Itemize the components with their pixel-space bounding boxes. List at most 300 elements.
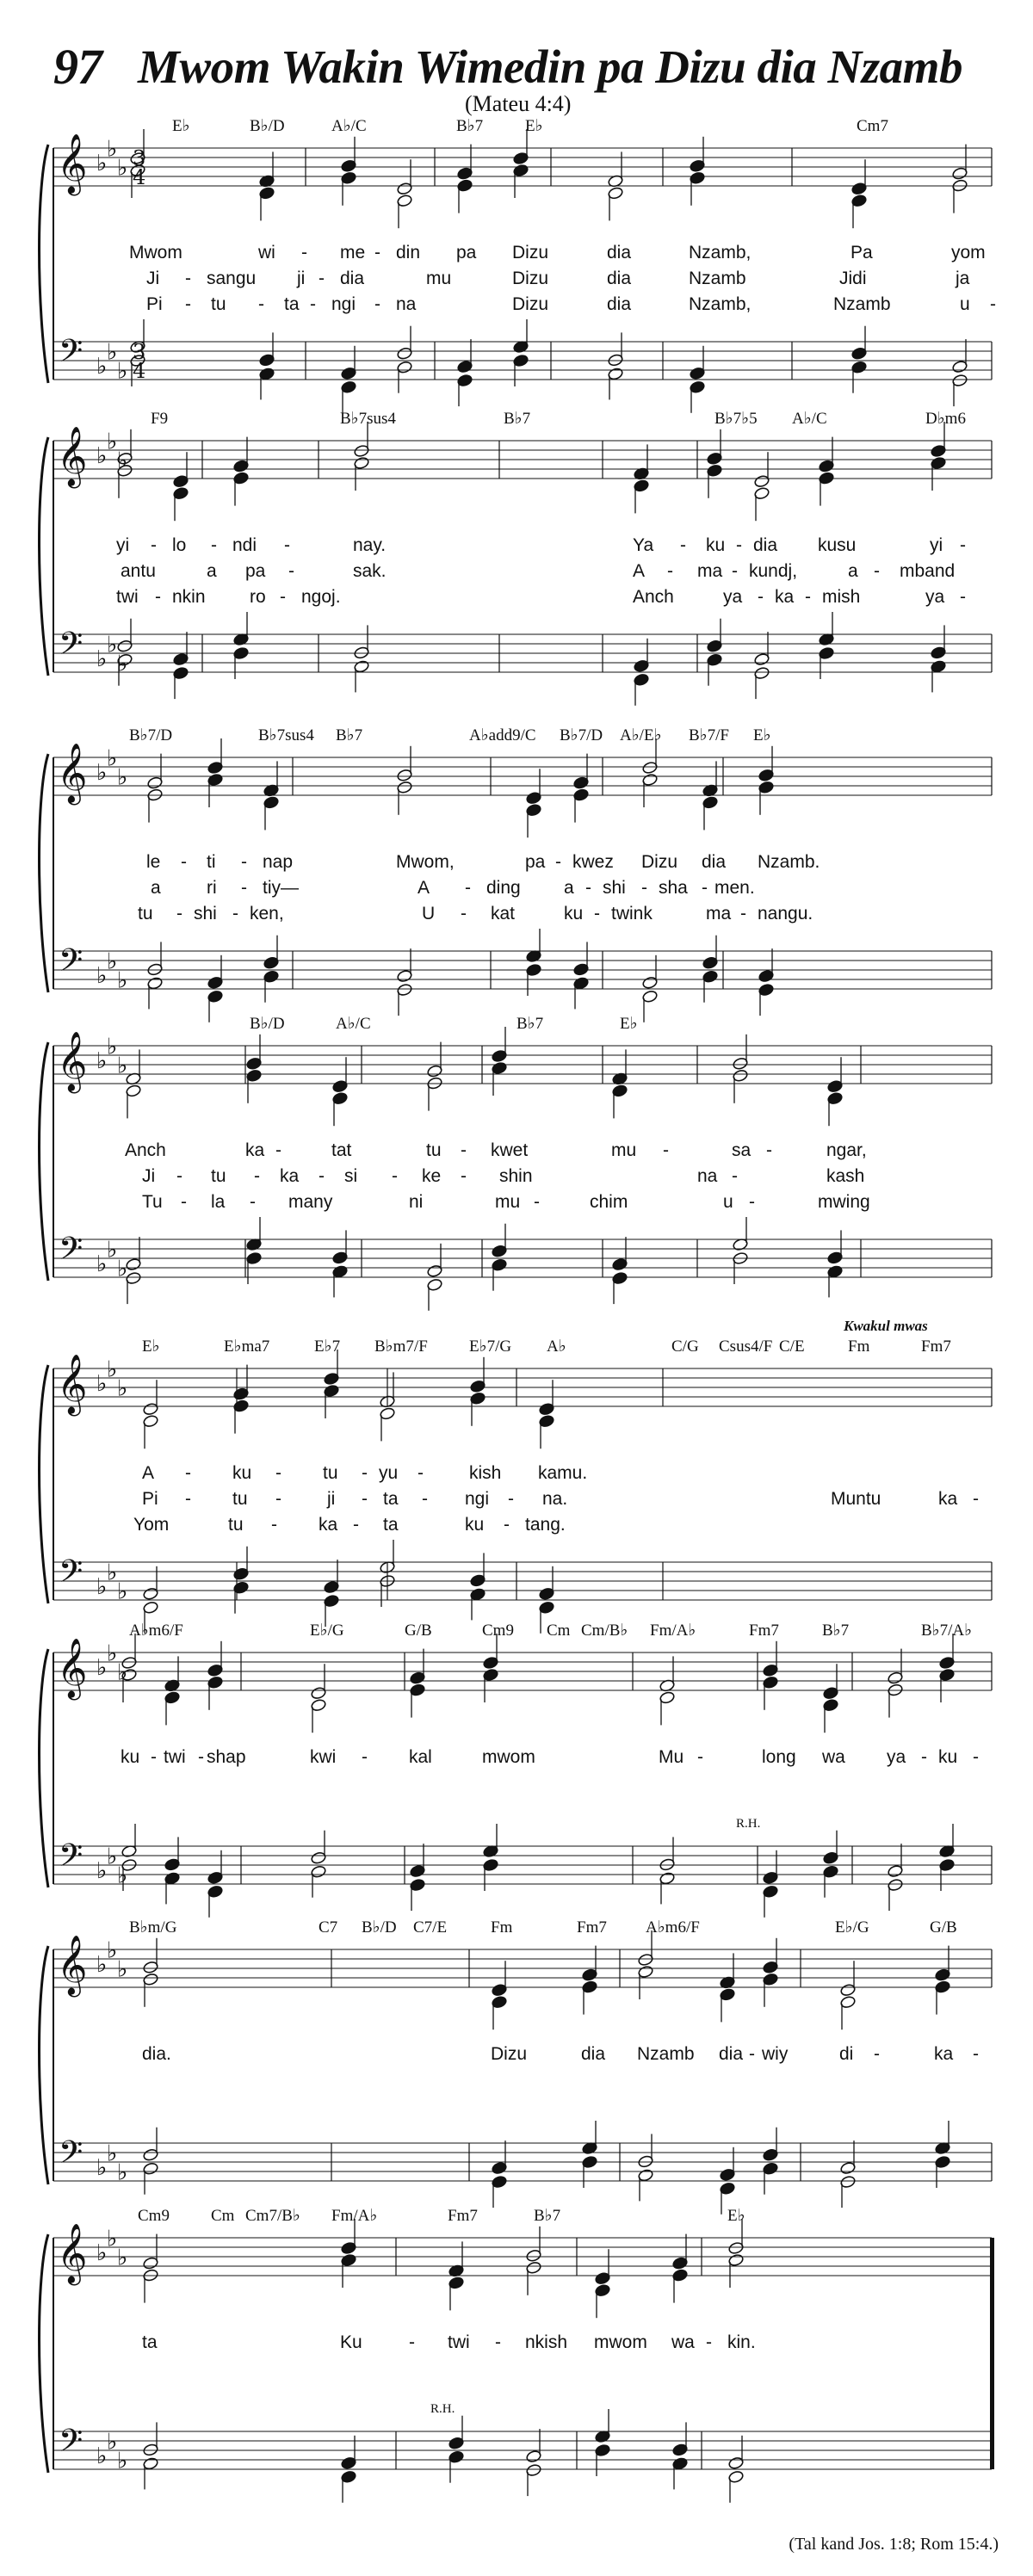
chord-symbol: E♭ xyxy=(620,1015,638,1033)
chord-symbol: E♭7/G xyxy=(469,1337,512,1356)
lyric-syllable: - xyxy=(185,294,191,314)
bass-clef: 𝄢 xyxy=(59,333,84,377)
treble-clef: 𝄞 xyxy=(57,426,88,486)
lyric-syllable: - xyxy=(275,1140,281,1160)
chord-symbol: E♭7 xyxy=(314,1337,341,1356)
chord-symbol: B♭m/G xyxy=(129,1918,177,1937)
lyric-syllable: - xyxy=(641,878,647,898)
lyric-syllable: - xyxy=(749,2044,755,2064)
right-hand-marking: R.H. xyxy=(736,1817,761,1831)
flat-key-signature: ♭ xyxy=(117,2159,128,2186)
lyric-syllable: ka xyxy=(938,1489,958,1509)
lyric-syllable: - xyxy=(749,1192,755,1212)
flat-key-signature: ♭ xyxy=(96,1858,108,1884)
lyric-syllable: ta xyxy=(284,294,300,314)
lyric-syllable: pa xyxy=(525,852,546,872)
lyric-syllable: dia xyxy=(719,2044,744,2064)
chord-symbol: B♭7 xyxy=(516,1015,544,1033)
lyric-syllable: Dizu xyxy=(641,852,678,872)
lyric-syllable: men. xyxy=(714,878,755,898)
lyric-syllable: yom xyxy=(951,243,986,263)
lyric-syllable: - xyxy=(960,535,966,555)
chord-symbol: C7 xyxy=(319,1918,338,1937)
chord-symbol: B♭7 xyxy=(504,410,531,428)
system-5 xyxy=(40,1318,993,1634)
lyric-syllable: - xyxy=(181,852,187,872)
lyric-syllable: - xyxy=(534,1192,540,1212)
lyric-syllable: - xyxy=(280,587,286,607)
lyric-syllable: dia xyxy=(607,243,632,263)
lyric-syllable: Mwom, xyxy=(396,852,455,872)
lyric-syllable: na. xyxy=(542,1489,568,1509)
lyric-syllable: - xyxy=(555,852,561,872)
lyric-syllable: U xyxy=(422,904,436,924)
chord-symbol: G/B xyxy=(405,1622,432,1640)
lyric-syllable: nay. xyxy=(353,535,387,555)
lyric-syllable: - xyxy=(151,1747,157,1767)
lyric-syllable: - xyxy=(181,1192,187,1212)
lyric-syllable: ja xyxy=(956,269,970,288)
lyric-syllable: A xyxy=(633,561,646,581)
chord-symbol: Cm7/B♭ xyxy=(245,2207,300,2225)
lyric-syllable: Nzamb xyxy=(833,294,891,314)
lyric-syllable: wi xyxy=(258,243,275,263)
flat-key-signature: ♭ xyxy=(107,1844,118,1870)
hymn-title: Mwom Wakin Wimedin pa Dizu dia Nzamb xyxy=(138,40,962,93)
lyric-syllable: a xyxy=(564,878,574,898)
system-7 xyxy=(40,1918,993,2215)
lyric-syllable: - xyxy=(301,243,307,263)
lyric-syllable: - xyxy=(736,535,742,555)
lyric-syllable: lo xyxy=(172,535,187,555)
right-hand-marking: R.H. xyxy=(430,2402,455,2416)
flat-key-signature: ♭ xyxy=(107,632,118,658)
chord-symbol: Fm xyxy=(491,1918,513,1937)
lyric-syllable: Pa xyxy=(851,243,873,263)
lyric-syllable: - xyxy=(697,1747,703,1767)
time-signature-top: 3 xyxy=(133,340,146,364)
flat-key-signature: ♭ xyxy=(107,1640,118,1667)
flat-key-signature: ♭ xyxy=(117,155,128,182)
lyric-syllable: kwet xyxy=(491,1140,529,1160)
lyric-syllable: ya xyxy=(723,587,743,607)
chord-symbol: Fm7 xyxy=(577,1918,607,1937)
chord-symbol: B♭7/F xyxy=(689,726,729,744)
lyric-syllable: tu xyxy=(211,294,226,314)
lyric-syllable: Ji xyxy=(142,1166,156,1186)
chord-symbol: B♭/D xyxy=(250,1015,285,1033)
chord-symbol: B♭7/D xyxy=(129,726,173,744)
lyric-syllable: a xyxy=(207,561,217,581)
lyric-syllable: - xyxy=(254,1166,260,1186)
lyric-syllable: me xyxy=(340,243,366,263)
flat-key-signature: ♭ xyxy=(107,2429,118,2456)
lyric-syllable: a xyxy=(848,561,858,581)
lyric-syllable: Ku xyxy=(340,2332,362,2352)
lyric-syllable: Dizu xyxy=(491,2044,528,2064)
chord-symbol: B♭7/D xyxy=(560,726,603,744)
flat-key-signature: ♭ xyxy=(117,2245,128,2271)
lyric-syllable: sa xyxy=(732,1140,752,1160)
flat-key-signature: ♭ xyxy=(117,1863,128,1889)
bass-clef: 𝄢 xyxy=(59,626,84,670)
lyric-syllable: dia xyxy=(581,2044,606,2064)
lyric-syllable: kish xyxy=(469,1463,502,1483)
lyric-syllable: - xyxy=(973,1489,979,1509)
lyric-syllable: Mu xyxy=(659,1747,684,1767)
flat-key-signature: ♭ xyxy=(96,963,108,989)
lyric-syllable: kwi xyxy=(310,1747,337,1767)
lyric-syllable: kash xyxy=(826,1166,865,1186)
lyric-syllable: - xyxy=(465,878,471,898)
bass-clef: 𝄢 xyxy=(59,1231,84,1275)
lyric-syllable: yu xyxy=(379,1463,399,1483)
lyric-syllable: - xyxy=(362,1463,368,1483)
lyric-syllable: twi xyxy=(448,2332,470,2352)
lyric-syllable: - xyxy=(275,1463,281,1483)
lyric-syllable: dia xyxy=(702,852,727,872)
footnote: (Tal kand Jos. 1:8; Rom 15:4.) xyxy=(789,2535,999,2554)
lyric-syllable: kwez xyxy=(572,852,614,872)
lyric-syllable: - xyxy=(805,587,811,607)
lyric-syllable: tu xyxy=(426,1140,442,1160)
lyric-syllable: - xyxy=(310,294,316,314)
lyric-syllable: - xyxy=(495,2332,501,2352)
flat-key-signature: ♭ xyxy=(96,2443,108,2469)
lyric-syllable: mwom xyxy=(482,1747,535,1767)
flat-key-signature: ♭ xyxy=(96,1574,108,1600)
chord-symbol: B♭7 xyxy=(336,726,363,744)
chord-symbol: E♭ xyxy=(753,726,771,744)
lyric-syllable: ka xyxy=(775,587,795,607)
chord-symbol: B♭7sus4 xyxy=(258,726,314,744)
lyric-syllable: - xyxy=(362,1747,368,1767)
chord-symbol: E♭/G xyxy=(835,1918,869,1937)
system-bracket xyxy=(40,754,49,992)
performance-direction: Kwakul mwas xyxy=(844,1318,928,1334)
lyric-syllable: - xyxy=(702,878,708,898)
lyric-syllable: le xyxy=(146,852,161,872)
lyric-syllable: - xyxy=(374,294,380,314)
lyric-syllable: ku xyxy=(121,1747,140,1767)
chord-symbol: B♭/D xyxy=(250,117,285,135)
system-6 xyxy=(40,1622,993,1918)
lyric-syllable: ro xyxy=(250,587,266,607)
lyric-syllable: Jidi xyxy=(839,269,867,288)
treble-clef: 𝄞 xyxy=(57,1031,88,1091)
lyric-syllable: sangu xyxy=(207,269,257,288)
time-signature-bottom: 4 xyxy=(133,165,146,189)
lyric-syllable: mu xyxy=(426,269,452,288)
lyric-syllable: - xyxy=(185,269,191,288)
flat-key-signature: ♭ xyxy=(117,1256,128,1282)
chord-symbol: Csus4/F xyxy=(719,1337,773,1356)
chord-symbol: Cm9 xyxy=(138,2207,170,2225)
lyric-syllable: mband xyxy=(900,561,956,581)
chord-symbol: D♭m6 xyxy=(925,410,966,428)
lyric-syllable: din xyxy=(396,243,421,263)
lyric-syllable: - xyxy=(353,1515,359,1535)
flat-key-signature: ♭ xyxy=(96,354,108,380)
chord-symbol: B♭/D xyxy=(362,1918,397,1937)
lyric-syllable: kamu. xyxy=(538,1463,588,1483)
chord-symbol: E♭/G xyxy=(310,1622,344,1640)
treble-clef: 𝄞 xyxy=(57,2223,88,2283)
lyric-syllable: pa xyxy=(456,243,477,263)
lyric-syllable: sak. xyxy=(353,561,387,581)
lyric-syllable: ni xyxy=(409,1192,424,1212)
lyric-syllable: tu xyxy=(138,904,153,924)
lyric-syllable: ken, xyxy=(250,904,284,924)
lyric-syllable: - xyxy=(422,1489,428,1509)
lyric-syllable: long xyxy=(762,1747,796,1767)
lyric-syllable: ta xyxy=(142,2332,158,2352)
bass-clef: 𝄢 xyxy=(59,942,84,986)
system-bracket xyxy=(40,437,49,676)
lyric-syllable: nkin xyxy=(172,587,206,607)
lyric-syllable: dia xyxy=(340,269,365,288)
lyric-syllable: Ji xyxy=(146,269,160,288)
lyric-syllable: pa xyxy=(245,561,266,581)
lyric-syllable: ku xyxy=(706,535,726,555)
lyric-syllable: - xyxy=(232,904,238,924)
lyric-syllable: - xyxy=(732,561,738,581)
flat-key-signature: ♭ xyxy=(107,1356,118,1383)
lyric-syllable: Dizu xyxy=(512,294,549,314)
flat-key-signature: ♭ xyxy=(96,1952,108,1978)
lyric-syllable: ngi xyxy=(331,294,356,314)
chord-symbol: A♭/C xyxy=(331,117,367,135)
lyric-syllable: - xyxy=(319,1166,325,1186)
chord-symbol: C/E xyxy=(779,1337,805,1356)
lyric-syllable: Dizu xyxy=(512,269,549,288)
lyric-syllable: wiy xyxy=(762,2044,789,2064)
lyric-syllable: chim xyxy=(590,1192,628,1212)
lyric-syllable: Nzamb, xyxy=(689,243,752,263)
lyric-syllable: Pi xyxy=(146,294,163,314)
flat-key-signature: ♭ xyxy=(96,1251,108,1277)
chord-symbol: Cm7 xyxy=(857,117,888,135)
lyric-syllable: Yom xyxy=(133,1515,170,1535)
lyric-syllable: ta xyxy=(383,1515,399,1535)
chord-symbol: Fm7 xyxy=(921,1337,951,1356)
lyric-syllable: - xyxy=(874,561,880,581)
system-1 xyxy=(40,117,997,413)
system-8 xyxy=(40,2207,995,2503)
lyric-syllable: Tu xyxy=(142,1192,163,1212)
flat-key-signature: ♭ xyxy=(117,358,128,385)
chord-symbol: Fm7 xyxy=(448,2207,478,2225)
chord-symbol: E♭ xyxy=(727,2207,745,2225)
flat-key-signature: ♭ xyxy=(117,764,128,791)
lyric-syllable: dia. xyxy=(142,2044,171,2064)
lyric-syllable: - xyxy=(392,1166,398,1186)
lyric-syllable: ka xyxy=(319,1515,338,1535)
flat-key-signature: ♭ xyxy=(96,1048,108,1074)
system-bracket xyxy=(40,145,49,383)
lyric-syllable: - xyxy=(461,1140,467,1160)
system-2 xyxy=(40,410,993,706)
lyric-syllable: Muntu xyxy=(831,1489,881,1509)
lyric-syllable: shin xyxy=(499,1166,533,1186)
lyric-syllable: Nzamb xyxy=(637,2044,695,2064)
lyric-syllable: shap xyxy=(207,1747,246,1767)
flat-key-signature: ♭ xyxy=(117,448,128,474)
lyric-syllable: mwom xyxy=(594,2332,647,2352)
treble-clef: 𝄞 xyxy=(57,743,88,803)
flat-key-signature: ♭ xyxy=(107,429,118,455)
lyric-syllable: A xyxy=(418,878,430,898)
lyric-syllable: - xyxy=(504,1515,510,1535)
chord-symbol: Fm/A♭ xyxy=(331,2207,378,2225)
lyric-syllable: - xyxy=(362,1489,368,1509)
lyric-syllable: - xyxy=(185,1463,191,1483)
chord-symbol: E♭ma7 xyxy=(224,1337,270,1356)
lyric-syllable: Ya xyxy=(633,535,654,555)
lyric-syllable: Anch xyxy=(633,587,674,607)
lyric-syllable: shi xyxy=(194,904,217,924)
flat-key-signature: ♭ xyxy=(96,760,108,786)
lyric-syllable: ka xyxy=(280,1166,300,1186)
chord-symbol: A♭/E♭ xyxy=(620,726,662,744)
lyric-syllable: ngi xyxy=(465,1489,490,1509)
lyric-syllable: - xyxy=(766,1140,772,1160)
chord-symbol: Cm xyxy=(211,2207,235,2225)
flat-key-signature: ♭ xyxy=(107,948,118,975)
lyric-syllable: ku xyxy=(564,904,584,924)
system-4 xyxy=(40,1015,993,1311)
flat-key-signature: ♭ xyxy=(107,2140,118,2167)
bass-clef: 𝄢 xyxy=(59,1554,84,1597)
treble-clef: 𝄞 xyxy=(57,1638,88,1698)
lyric-syllable: kat xyxy=(491,904,516,924)
lyric-syllable: ya xyxy=(887,1747,906,1767)
lyric-syllable: - xyxy=(461,1166,467,1186)
lyric-syllable: - xyxy=(275,1489,281,1509)
lyric-syllable: sha xyxy=(659,878,688,898)
lyric-syllable: - xyxy=(990,294,996,314)
final-barline xyxy=(990,2238,994,2469)
lyric-syllable: twi xyxy=(164,1747,186,1767)
lyric-syllable: ngar, xyxy=(826,1140,867,1160)
flat-key-signature: ♭ xyxy=(117,1659,128,1686)
lyric-syllable: kal xyxy=(409,1747,432,1767)
flat-key-signature: ♭ xyxy=(117,2448,128,2474)
lyric-syllable: ku xyxy=(232,1463,252,1483)
bass-clef: 𝄢 xyxy=(59,2134,84,2178)
lyric-syllable: - xyxy=(271,1515,277,1535)
lyric-syllable: A xyxy=(142,1463,155,1483)
flat-key-signature: ♭ xyxy=(117,1375,128,1402)
lyric-syllable: - xyxy=(973,2044,979,2064)
lyric-syllable: ndi xyxy=(232,535,257,555)
chord-symbol: F9 xyxy=(151,410,169,428)
lyric-syllable: tu xyxy=(323,1463,338,1483)
system-bracket xyxy=(40,1649,49,1887)
lyric-syllable: - xyxy=(319,269,325,288)
flat-key-signature: ♭ xyxy=(107,2226,118,2252)
lyric-syllable: tiy— xyxy=(263,878,299,898)
chord-symbol: A♭m6/F xyxy=(129,1622,183,1640)
lyric-syllable: tu xyxy=(228,1515,244,1535)
chord-symbol: E♭ xyxy=(525,117,543,135)
lyric-syllable: antu xyxy=(121,561,156,581)
system-bracket xyxy=(40,1365,49,1603)
lyric-syllable: a xyxy=(151,878,161,898)
flat-key-signature: ♭ xyxy=(96,646,108,672)
lyric-syllable: ma xyxy=(697,561,723,581)
lyric-syllable: Anch xyxy=(125,1140,166,1160)
lyric-syllable: ngoj. xyxy=(301,587,341,607)
lyric-syllable: Mwom xyxy=(129,243,182,263)
lyric-syllable: nangu. xyxy=(758,904,813,924)
flat-key-signature: ♭ xyxy=(117,967,128,994)
flat-key-signature: ♭ xyxy=(107,1237,118,1263)
lyric-syllable: dia xyxy=(607,294,632,314)
system-bracket xyxy=(40,2234,49,2473)
lyric-syllable: ke xyxy=(422,1166,442,1186)
lyric-syllable: - xyxy=(585,878,591,898)
lyric-syllable: mish xyxy=(822,587,861,607)
lyric-syllable: nkish xyxy=(525,2332,568,2352)
chord-symbol: B♭7 xyxy=(456,117,484,135)
scripture-reference: (Mateu 4:4) xyxy=(465,91,572,116)
lyric-syllable: Nzamb, xyxy=(689,294,752,314)
chord-symbol: B♭m7/F xyxy=(374,1337,428,1356)
lyric-syllable: kin. xyxy=(727,2332,756,2352)
lyric-syllable: ding xyxy=(486,878,521,898)
flat-key-signature: ♭ xyxy=(96,2155,108,2181)
flat-key-signature: ♭ xyxy=(96,1655,108,1681)
lyric-syllable: tu xyxy=(211,1166,226,1186)
lyric-syllable: dia xyxy=(607,269,632,288)
flat-key-signature: ♭ xyxy=(107,339,118,366)
lyric-syllable: - xyxy=(211,535,217,555)
flat-key-signature: ♭ xyxy=(107,1034,118,1060)
lyric-syllable: kundj, xyxy=(749,561,798,581)
lyric-syllable: - xyxy=(461,904,467,924)
chord-symbol: B♭7/A♭ xyxy=(921,1622,973,1640)
lyric-syllable: - xyxy=(418,1463,424,1483)
flat-key-signature: ♭ xyxy=(96,1371,108,1397)
lyric-syllable: ji xyxy=(327,1489,336,1509)
lyric-syllable: ti xyxy=(207,852,216,872)
lyric-syllable: tat xyxy=(331,1140,352,1160)
lyric-syllable: - xyxy=(176,904,182,924)
hymn-number: 97 xyxy=(53,39,102,95)
lyric-syllable: - xyxy=(176,1166,182,1186)
lyric-syllable: - xyxy=(732,1166,738,1186)
time-signature-top: 3 xyxy=(133,146,146,170)
chord-symbol: C/G xyxy=(671,1337,699,1356)
lyric-syllable: ka xyxy=(934,2044,954,2064)
lyric-syllable: la xyxy=(211,1192,226,1212)
chord-symbol: E♭ xyxy=(142,1337,160,1356)
lyric-syllable: na xyxy=(396,294,417,314)
chord-symbol: B♭7♭5 xyxy=(714,410,758,428)
flat-key-signature: ♭ xyxy=(107,745,118,772)
lyric-syllable: - xyxy=(284,535,290,555)
lyric-syllable: mu xyxy=(611,1140,637,1160)
chord-symbol: A♭/C xyxy=(336,1015,371,1033)
system-bracket xyxy=(40,1946,49,2184)
lyric-syllable: - xyxy=(594,904,600,924)
chord-symbol: C7/E xyxy=(413,1918,448,1937)
lyric-syllable: - xyxy=(374,243,380,263)
lyric-syllable: - xyxy=(241,852,247,872)
lyric-syllable: many xyxy=(288,1192,333,1212)
lyric-syllable: - xyxy=(151,535,157,555)
